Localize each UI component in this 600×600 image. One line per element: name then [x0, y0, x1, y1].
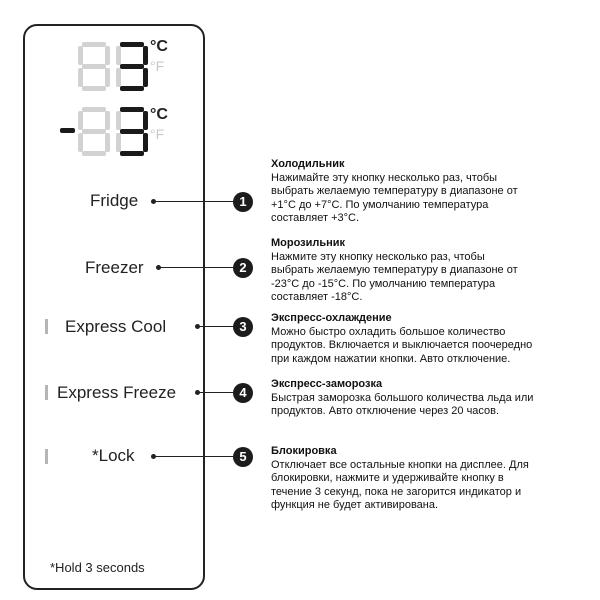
express-freeze-button[interactable]: Express Freeze	[57, 383, 177, 402]
callout-badge-5: 5	[233, 447, 253, 467]
description-body: Быстрая заморозка большого количества льда или продуктов. Авто отключение через 20 часов.	[271, 391, 534, 417]
callout-badge-1: 1	[233, 192, 253, 212]
description-freezer	[271, 237, 571, 305]
freezer-digit-1	[78, 107, 110, 156]
lock-button[interactable]: *Lock	[92, 446, 135, 465]
freezer-digit-2	[116, 107, 148, 156]
freezer-leader-line	[160, 267, 233, 268]
description-title: Блокировка	[271, 445, 337, 457]
fridge-unit-celsius: °C	[150, 38, 168, 55]
description-body: Нажимайте эту кнопку несколько раз, чтобы выбрать желаемую температуру в диапазоне от +1°C до +7°C. По умолчанию температура составляет +3°C.	[271, 171, 518, 224]
fridge-temperature-display	[78, 40, 150, 94]
express-cool-button[interactable]: Express Cool	[65, 317, 167, 336]
description-body: Можно быстро охладить большое количество продуктов. Включается и выключается поочередно при каждом нажатии кнопки. Авто отключение.	[271, 325, 533, 365]
express-cool-leader-line	[199, 326, 233, 327]
description-title: Холодильник	[271, 158, 345, 170]
callout-badge-4: 4	[233, 383, 253, 403]
hold-footnote: *Hold 3 seconds	[50, 560, 145, 575]
express-freeze-indicator	[45, 385, 48, 400]
fridge-digit-1	[78, 42, 110, 91]
fridge-leader-line	[155, 201, 233, 202]
freezer-unit-celsius: °C	[150, 106, 168, 123]
description-title: Морозильник	[271, 237, 346, 249]
description-express-freeze	[271, 378, 571, 419]
freezer-temperature-display	[78, 105, 150, 159]
callout-badge-2: 2	[233, 258, 253, 278]
lock-leader-line	[155, 456, 233, 457]
description-lock	[271, 445, 571, 513]
freezer-button[interactable]: Freezer	[85, 258, 144, 277]
lock-indicator	[45, 449, 48, 464]
description-body: Отключает все остальные кнопки на дисплее. Для блокировки, нажмите и удерживайте кнопку в течение 3 секунд, пока не загорится индикатор и функция не будет активирована.	[271, 458, 529, 511]
description-title: Экспресс-охлаждение	[271, 312, 392, 324]
express-freeze-leader-line	[199, 392, 233, 393]
description-fridge	[271, 158, 571, 226]
description-title: Экспресс-заморозка	[271, 378, 383, 390]
callout-badge-3: 3	[233, 317, 253, 337]
fridge-unit-fahrenheit: °F	[150, 58, 165, 74]
fridge-button[interactable]: Fridge	[90, 191, 139, 210]
express-cool-indicator	[45, 319, 48, 334]
fridge-digit-2	[116, 42, 148, 91]
freezer-minus-sign	[60, 127, 76, 135]
freezer-unit-fahrenheit: °F	[150, 126, 165, 142]
description-body: Нажмите эту кнопку несколько раз, чтобы выбрать желаемую температуру в диапазоне от -23°C до -15°C. По умолчанию температура составляет -18°C.	[271, 250, 518, 303]
description-express-cool	[271, 312, 571, 366]
